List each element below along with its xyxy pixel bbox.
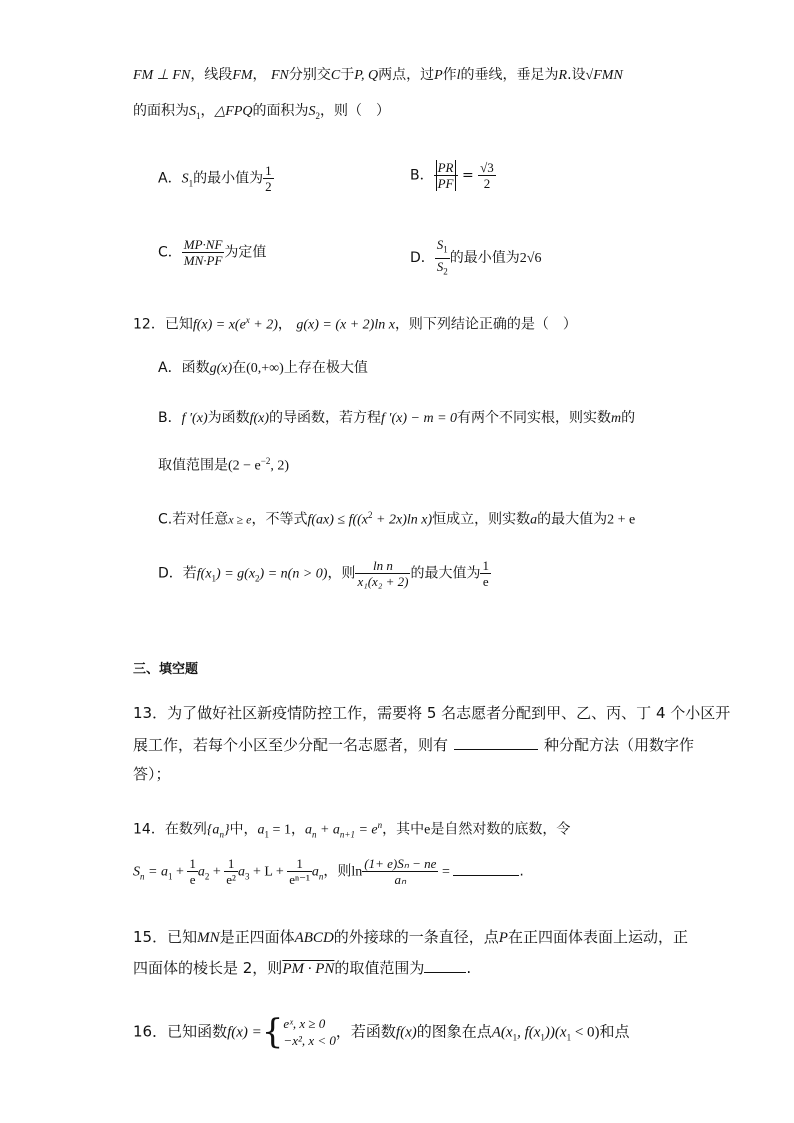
denominator: 2 (483, 176, 491, 191)
sub: n (219, 829, 224, 840)
question-number: 16．已知函数 (133, 1022, 228, 1041)
text: ，则 (327, 565, 356, 582)
math: ABCD (294, 930, 334, 946)
option-label: B． (158, 410, 182, 426)
text: ，不等式 (251, 511, 308, 528)
denominator: e² (226, 872, 236, 887)
fraction (187, 856, 198, 887)
math: , 2) (270, 458, 290, 474)
math: S (308, 104, 316, 119)
sup: n (377, 820, 383, 830)
text: .设 (567, 67, 586, 83)
numerator: (1+ e)Sₙ − ne (364, 856, 437, 871)
sub: 1 (443, 244, 448, 255)
q12-option-b-cont (158, 451, 289, 477)
sub: 2 (315, 110, 320, 121)
math: (2 − e (228, 458, 261, 474)
math: ) = g(x (216, 566, 256, 582)
answer-blank[interactable] (453, 861, 519, 876)
math: g(x) = (x + 2)ln x (296, 317, 395, 333)
q16-line-1 (133, 1012, 630, 1052)
sub: n (318, 871, 324, 882)
q11-line-2 (133, 101, 390, 126)
math: △FPQ (214, 104, 253, 119)
text: 为函数 (207, 410, 250, 426)
math: m (611, 411, 622, 426)
math: , f(x (517, 1024, 541, 1041)
q14-line-1 (133, 815, 570, 844)
math: f(x (196, 566, 212, 582)
numerator: 1 (287, 856, 312, 872)
fraction (480, 558, 491, 589)
question-number: 12．已知 (133, 316, 193, 333)
sub: 2 (204, 871, 210, 882)
math: {a (206, 822, 220, 838)
sup: x (245, 315, 250, 325)
text: 展工作，若每个小区至少分配一名志愿者，则有 (133, 736, 449, 754)
sub: n+1 (339, 829, 355, 840)
option-label: A． (158, 170, 182, 187)
math: f(x) (249, 411, 270, 426)
math: √FMN (585, 68, 623, 83)
q12-line-1 (133, 310, 577, 336)
math: ))(x (544, 1024, 567, 1041)
math: MN (197, 930, 220, 946)
text: 的最小值为 (193, 170, 264, 187)
denominator: MN·PF (183, 253, 223, 268)
text: 在正四面体表面上运动，正 (507, 928, 688, 946)
math: P (498, 930, 508, 946)
math: = e (354, 822, 378, 838)
q13-line-3: 答）； (133, 765, 171, 783)
question-number: 14．在数列 (133, 821, 207, 838)
text: ，则下列结论正确的是（ ） (394, 316, 577, 333)
math: P (434, 68, 443, 83)
text: 为定值 (224, 244, 267, 261)
s: S (436, 237, 444, 252)
math: g(x) (209, 361, 233, 376)
math: C (330, 68, 341, 83)
math: A(x (491, 1024, 513, 1041)
q12-option-a (158, 358, 368, 379)
text: 于 (340, 67, 355, 83)
math-fm-perp-fn: FM ⊥ FN (133, 68, 191, 83)
math: f ′(x) − m = 0 (381, 411, 458, 426)
math: + 2) (249, 317, 278, 333)
numerator (435, 237, 450, 259)
case: −x², x < 0 (283, 1033, 336, 1048)
option-label: C． (158, 244, 182, 261)
math: e (424, 822, 431, 838)
text: ， (200, 103, 215, 119)
text: 的 (621, 410, 636, 426)
q12-option-c (158, 505, 635, 531)
sub: 1 (196, 110, 201, 121)
denominator: e (189, 872, 196, 887)
math: f(x) = (227, 1024, 262, 1041)
text: 中， (229, 821, 258, 838)
q15-line-1 (133, 927, 688, 948)
text: ，若函数 (335, 1022, 396, 1041)
text: 取值范围是 (158, 457, 228, 474)
sub: 1 (188, 178, 194, 189)
math: ln (351, 864, 363, 880)
text: ，其中 (382, 821, 425, 838)
text: 的导函数，若方程 (269, 410, 382, 426)
text: 种分配方法（用数字作 (544, 736, 695, 754)
numerator: 1 (265, 163, 272, 178)
text: 的外接球的一条直径，点 (333, 928, 499, 946)
fraction (182, 237, 225, 268)
text: ，则 (323, 863, 352, 880)
math: a (257, 822, 265, 838)
math: l (456, 68, 461, 83)
fraction (224, 856, 238, 887)
sup: −2 (260, 456, 271, 466)
text: 和点 (599, 1022, 630, 1041)
q11-option-d (410, 237, 541, 279)
sup: 2 (368, 510, 373, 520)
fraction (435, 237, 450, 279)
q11-option-a (158, 163, 274, 194)
q11-option-b (410, 160, 496, 191)
text: 分别交 (288, 67, 331, 83)
text: 的最大值为 (410, 565, 481, 582)
denominator: 2 (265, 179, 272, 194)
math: x ≥ e (228, 512, 252, 527)
sub: 1 (512, 1032, 518, 1043)
q13-line-1: 13．为了做好社区新疫情防控工作，需要将 5 名志愿者分配到甲、乙、丙、丁 4 个小区开 (133, 704, 731, 722)
sub: n (140, 871, 145, 882)
math: = 1 (269, 822, 291, 838)
option-label: A．函数 (158, 360, 210, 376)
math: P, Q (354, 68, 379, 83)
math: S (181, 171, 189, 187)
case: eˣ, x ≥ 0 (283, 1016, 326, 1031)
s: S (436, 258, 444, 274)
option-label: C.若对任意 (158, 511, 229, 528)
math: + (209, 864, 225, 880)
text: 上存在极大值 (283, 360, 368, 376)
numerator: MP·NF (183, 237, 223, 252)
math-vector-dot: PM · PN (282, 961, 335, 977)
math: } (223, 822, 230, 838)
option-label: B． (410, 167, 434, 184)
text: ， (277, 316, 292, 333)
answer-blank[interactable] (424, 958, 466, 973)
text: 作 (442, 67, 457, 83)
brace-icon: { (261, 1012, 284, 1052)
option-label: D．若 (158, 565, 197, 582)
fraction (362, 856, 438, 887)
text: 在 (232, 360, 247, 376)
math: f(ax) ≤ f((x (307, 512, 369, 528)
text: 是自然对数的底数，令 (430, 821, 571, 838)
q15-line-2 (133, 958, 471, 979)
sub: n (311, 829, 317, 840)
fraction (478, 160, 496, 191)
sub: 2 (255, 573, 260, 584)
text: 四面体的棱长是 2，则 (133, 959, 283, 977)
math: + 2x)ln x) (372, 512, 433, 528)
text: ， (290, 821, 305, 838)
fraction (287, 856, 312, 887)
text: 的垂线，垂足为 (460, 67, 559, 83)
section-title: 三、填空题 (133, 662, 199, 677)
math: = (438, 864, 454, 880)
numerator: ln n (355, 558, 410, 574)
sub: 1 (540, 1032, 545, 1043)
denominator (434, 176, 458, 191)
numerator: 1 (224, 856, 238, 872)
text: 的面积为 (133, 103, 189, 119)
sub: 1 (211, 573, 217, 584)
math: ) = n(n > 0) (259, 566, 328, 582)
math: a (197, 864, 205, 880)
math: a (304, 822, 312, 838)
denominator: aₙ (394, 872, 407, 887)
option-label: D． (410, 250, 435, 267)
numerator: 1 (482, 558, 489, 573)
q13-line-2 (133, 735, 694, 755)
question-number: 15．已知 (133, 928, 198, 946)
q11-option-c (158, 237, 266, 268)
math: f(x) = x(e (192, 317, 246, 333)
math: R (558, 68, 568, 83)
sub: 2 (443, 266, 448, 277)
text: 恒成立，则实数 (432, 511, 531, 528)
fraction (434, 160, 458, 191)
text: 有两个不同实根，则实数 (457, 410, 612, 426)
denominator (435, 259, 450, 280)
piecewise-cases (283, 1015, 335, 1049)
text: 的最小值为 (449, 250, 520, 267)
text: ，则（ ） (319, 103, 390, 119)
math: S (133, 864, 140, 880)
q11-line-1 (133, 65, 623, 86)
fraction (355, 558, 410, 589)
math: + a (316, 822, 340, 838)
math: + (172, 864, 188, 880)
answer-blank[interactable] (454, 735, 538, 750)
math: a (530, 512, 538, 528)
q12-option-d (158, 558, 491, 589)
numerator: √3 (480, 160, 494, 175)
denominator: eⁿ⁻¹ (289, 872, 310, 887)
math: FN (270, 68, 289, 83)
math: a (237, 864, 245, 880)
denominator: x₁(x₂ + 2) (357, 574, 409, 589)
math: (0,+∞) (246, 361, 284, 376)
text: . (466, 959, 472, 977)
text: = (457, 167, 479, 184)
math: + L + (249, 864, 288, 880)
text: ，线段 (190, 67, 233, 83)
math: a (311, 864, 319, 880)
text: 的图象在点 (416, 1022, 492, 1041)
numerator: 1 (189, 856, 196, 871)
math: f ′(x) (181, 411, 208, 426)
math: S (189, 104, 196, 119)
abs: PF (437, 176, 454, 191)
fraction (263, 163, 274, 194)
text: 的面积为 (252, 103, 309, 119)
text: . (519, 863, 524, 880)
text: 两点，过 (378, 67, 435, 83)
text: 是正四面体 (219, 928, 295, 946)
math: 2√6 (519, 251, 542, 267)
q12-option-b (158, 408, 635, 429)
sub: 1 (566, 1032, 572, 1043)
math: = a (144, 864, 168, 880)
sub: 1 (264, 829, 270, 840)
math: FM (232, 68, 253, 83)
text: 的取值范围为 (334, 959, 425, 977)
numerator (434, 160, 458, 176)
text: ， (252, 67, 267, 83)
sub: 1 (167, 871, 173, 882)
text: 的最大值为 (537, 511, 608, 528)
q14-line-2 (133, 856, 524, 887)
math: 2 + e (607, 512, 636, 528)
sub: 3 (244, 871, 250, 882)
denominator: e (482, 574, 489, 589)
math: < 0) (571, 1024, 600, 1041)
math: f(x) (395, 1024, 417, 1041)
abs: PR (437, 160, 454, 175)
